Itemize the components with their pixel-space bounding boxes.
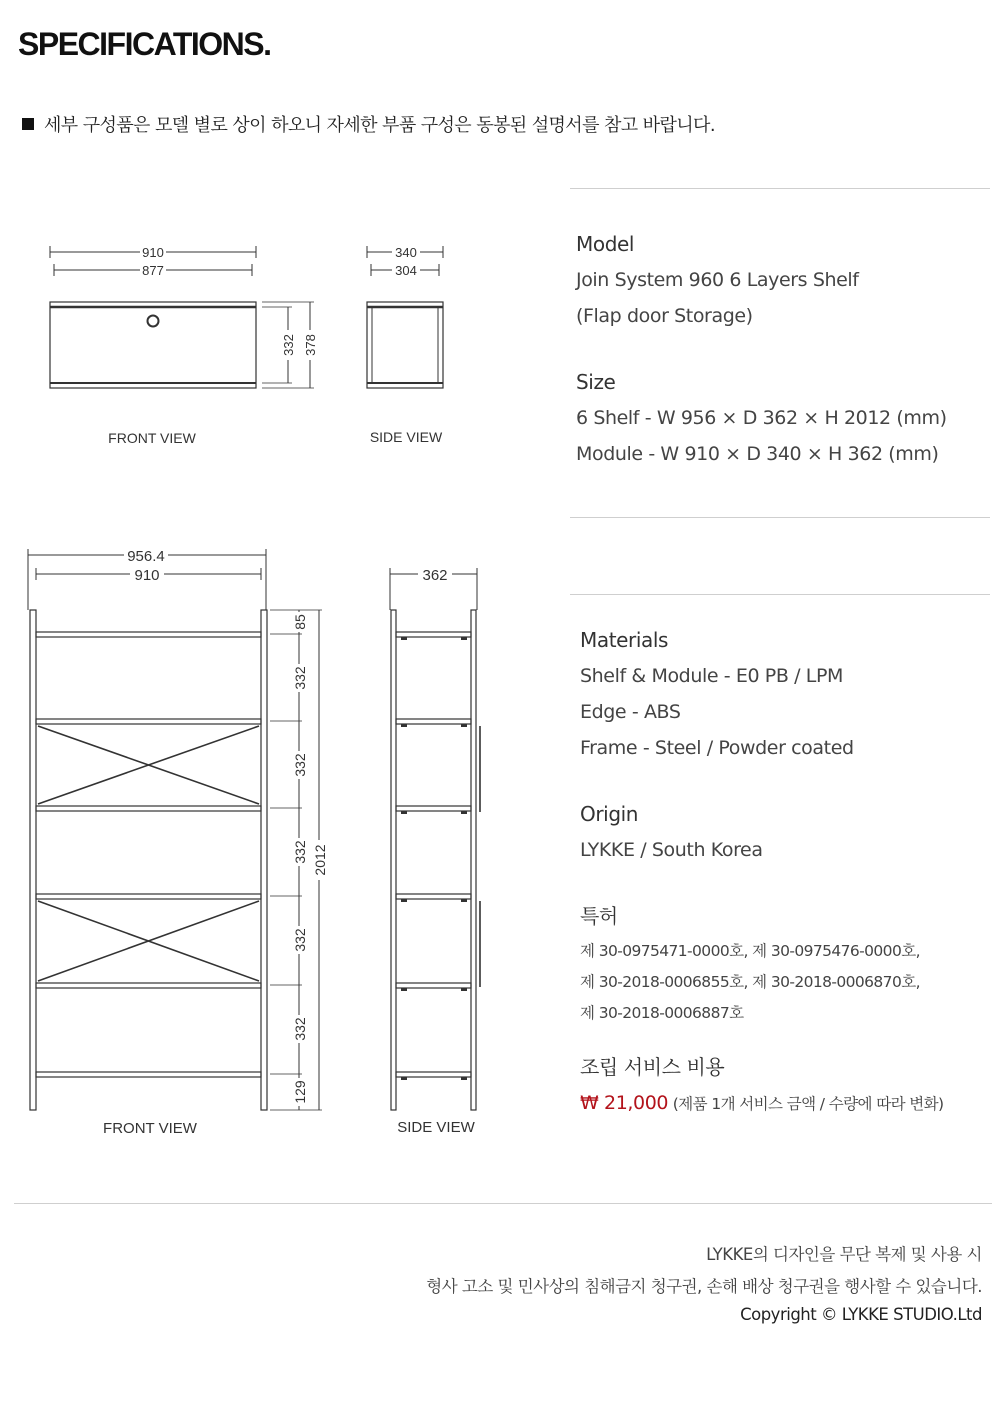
dim-129: 129 [292, 1080, 308, 1104]
service-note: (제품 1개 서비스 금액 / 수량에 따라 변화) [672, 1095, 944, 1113]
dim-877: 877 [142, 263, 164, 278]
notice-label: 세부 구성품은 모델 별로 상이 하오니 자세한 부품 구성은 동봉된 설명서를 참고 바랍니다. [44, 115, 715, 136]
footer-line-2: 형사 고소 및 민사상의 침해금지 청구권, 손해 배상 청구권을 행사할 수 있습니다. [426, 1277, 982, 1296]
dim-910: 910 [142, 245, 164, 260]
footer-line-1: LYKKE의 디자인을 무단 복제 및 사용 시 [706, 1245, 982, 1264]
dim-332-1: 332 [292, 666, 308, 690]
model-variant: (Flap door Storage) [576, 305, 753, 327]
dim-2012: 2012 [312, 844, 328, 876]
spec-block-model-size [576, 230, 947, 472]
shelf-drawing [0, 540, 520, 1150]
size-heading: Size [576, 370, 616, 394]
divider [570, 188, 990, 189]
dim-340: 340 [395, 245, 417, 260]
model-name: Join System 960 6 Layers Shelf [576, 269, 859, 291]
dim-910-shelf: 910 [134, 567, 160, 584]
materials-shelf: Shelf & Module - E0 PB / LPM [580, 665, 844, 687]
page-title: SPECIFICATIONS. [18, 26, 271, 62]
footer-divider [14, 1203, 992, 1204]
dim-332-4: 332 [292, 928, 308, 952]
module-drawing [0, 230, 480, 460]
materials-edge: Edge - ABS [580, 701, 681, 723]
side-view-label: SIDE VIEW [369, 429, 443, 445]
front-view-label: FRONT VIEW [108, 430, 196, 446]
dim-304: 304 [395, 263, 417, 278]
dim-956-4: 956.4 [127, 548, 165, 565]
patent-line: 제 30-2018-0006887호 [580, 1004, 744, 1022]
materials-frame: Frame - Steel / Powder coated [580, 737, 854, 759]
shelf-front-view-label: FRONT VIEW [103, 1120, 197, 1137]
origin-heading: Origin [580, 802, 639, 826]
divider [570, 517, 990, 518]
size-shelf: 6 Shelf - W 956 × D 362 × H 2012 (mm) [576, 407, 947, 429]
notice-text [22, 111, 715, 137]
dim-332: 332 [281, 334, 296, 356]
dim-362: 362 [422, 567, 448, 584]
square-bullet-icon [22, 118, 34, 130]
patent-line: 제 30-2018-0006855호, 제 30-2018-0006870호, [580, 973, 920, 991]
model-heading: Model [576, 232, 635, 256]
service-heading: 조립 서비스 비용 [580, 1055, 725, 1079]
size-module: Module - W 910 × D 340 × H 362 (mm) [576, 443, 939, 465]
copyright: Copyright © LYKKE STUDIO.Ltd [740, 1305, 982, 1324]
divider [570, 594, 990, 595]
dim-332-2: 332 [292, 753, 308, 777]
spec-block-materials [580, 626, 943, 1122]
dim-332-5: 332 [292, 1017, 308, 1041]
patent-line: 제 30-0975471-0000호, 제 30-0975476-0000호, [580, 942, 920, 960]
dim-85: 85 [292, 614, 308, 630]
shelf-side-view-label: SIDE VIEW [397, 1119, 475, 1136]
service-price-row [580, 1085, 943, 1122]
materials-heading: Materials [580, 628, 669, 652]
service-price: ₩ 21,000 [580, 1092, 669, 1114]
origin-value: LYKKE / South Korea [580, 839, 763, 861]
patent-heading: 특허 [580, 904, 618, 928]
dim-378: 378 [303, 334, 318, 356]
dim-332-3: 332 [292, 840, 308, 864]
